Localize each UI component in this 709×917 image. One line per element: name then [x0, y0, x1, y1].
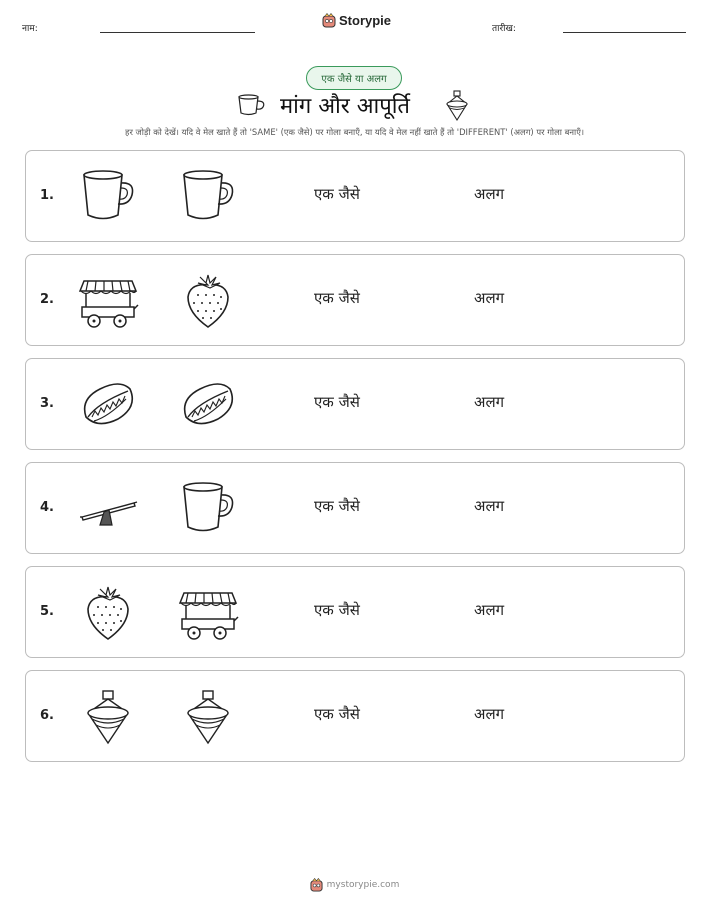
row-number: 2.	[40, 292, 54, 307]
cart-icon	[178, 585, 238, 641]
name-blank-line	[100, 32, 255, 33]
footer	[0, 878, 709, 892]
same-option[interactable]: एक जैसे	[314, 289, 360, 307]
cup-icon	[178, 169, 238, 225]
topic-tag: एक जैसे या अलग	[306, 66, 402, 90]
spinning-top-icon	[78, 689, 138, 745]
name-label: नाम:	[22, 24, 38, 34]
instructions: हर जोड़ी को देखें। यदि वे मेल खाते हैं तो 'SAME' (एक जैसे) पर गोला बनाएँ, या यदि वे मेल नहीं खाते हैं तो 'DIFFERENT' (अलग) पर गोला बनाएँ।	[125, 127, 584, 137]
different-option[interactable]: अलग	[474, 497, 505, 515]
spinning-top-icon	[178, 689, 238, 745]
cocoa-pod-icon	[178, 377, 238, 433]
same-option[interactable]: एक जैसे	[314, 185, 360, 203]
spinning-top-icon	[443, 90, 471, 126]
pair-row	[25, 150, 685, 242]
different-option[interactable]: अलग	[474, 601, 505, 619]
pair-row	[25, 670, 685, 762]
strawberry-icon	[178, 273, 238, 329]
row-number: 5.	[40, 604, 54, 619]
pair-row	[25, 254, 685, 346]
same-option[interactable]: एक जैसे	[314, 601, 360, 619]
pair-row	[25, 358, 685, 450]
seesaw-icon	[78, 481, 138, 537]
same-option[interactable]: एक जैसे	[314, 497, 360, 515]
different-option[interactable]: अलग	[474, 289, 505, 307]
page-title: मांग और आपूर्ति	[280, 94, 410, 119]
storypie-mascot-icon	[322, 13, 336, 28]
different-option[interactable]: अलग	[474, 393, 505, 411]
strawberry-icon	[78, 585, 138, 641]
different-option[interactable]: अलग	[474, 705, 505, 723]
row-number: 6.	[40, 708, 54, 723]
pair-row	[25, 462, 685, 554]
title-row	[0, 88, 709, 126]
date-blank-line	[563, 32, 686, 33]
pair-row	[25, 566, 685, 658]
different-option[interactable]: अलग	[474, 185, 505, 203]
footer-url: mystorypie.com	[326, 880, 400, 890]
cup-icon	[78, 169, 138, 225]
same-option[interactable]: एक जैसे	[314, 705, 360, 723]
cart-icon	[78, 273, 138, 329]
storypie-mascot-icon	[310, 878, 323, 892]
date-label: तारीख:	[492, 24, 516, 34]
cup-icon	[236, 92, 268, 122]
row-number: 3.	[40, 396, 54, 411]
row-number: 1.	[40, 188, 54, 203]
logo-text: Storypie	[339, 13, 392, 28]
same-option[interactable]: एक जैसे	[314, 393, 360, 411]
worksheet-header	[0, 0, 709, 50]
cocoa-pod-icon	[78, 377, 138, 433]
storypie-logo	[322, 13, 391, 28]
cup-icon	[178, 481, 238, 537]
row-number: 4.	[40, 500, 54, 515]
